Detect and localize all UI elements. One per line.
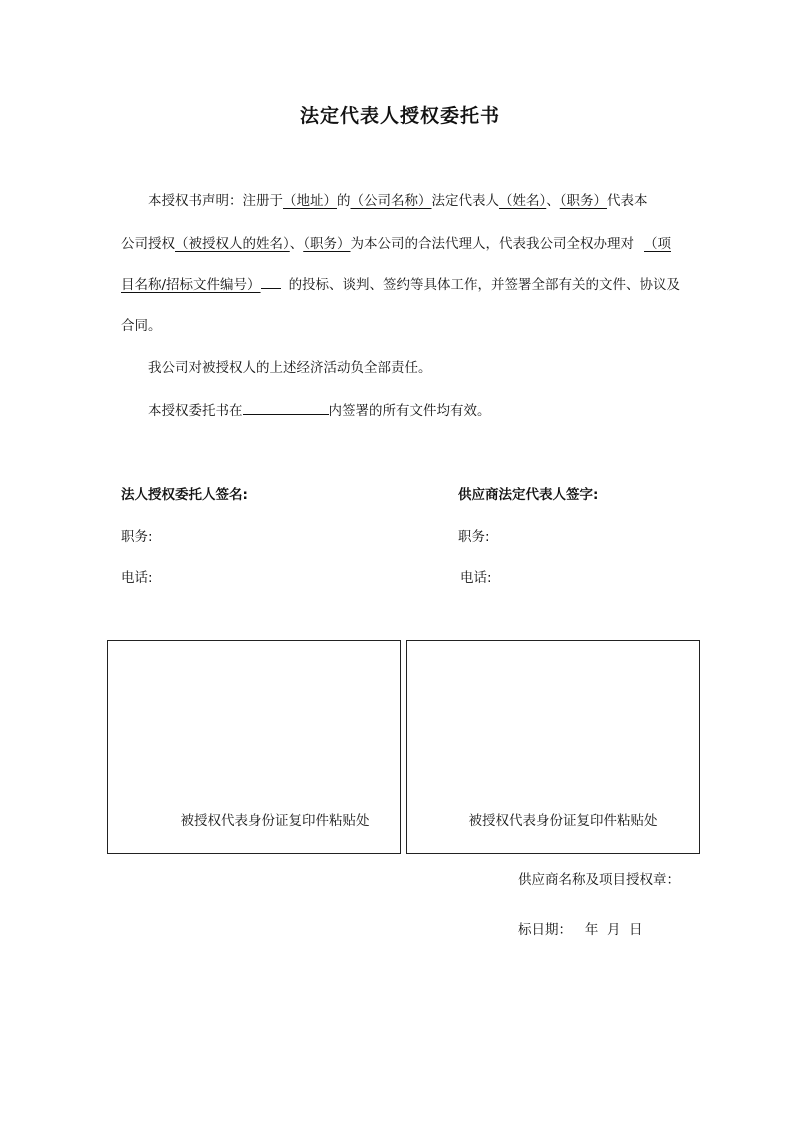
project-field-part2: 目名称/招标文件编号） bbox=[121, 277, 261, 293]
rep-name-field: （姓名） bbox=[499, 193, 547, 209]
left-position-label: 职务: bbox=[121, 529, 153, 545]
validity-suffix: 内签署的所有文件均有效。 bbox=[328, 403, 491, 419]
statement-connector: 的 bbox=[337, 193, 351, 209]
agent-name-field: （被授权人的姓名） bbox=[175, 236, 290, 252]
statement-line-2 bbox=[121, 236, 671, 252]
address-field: （地址） bbox=[283, 193, 337, 209]
agent-position-field: （职务） bbox=[303, 236, 351, 252]
date-line: 标日期： 年 月 日 bbox=[518, 922, 643, 938]
project-field-part1: （项 bbox=[644, 236, 671, 252]
document-title: 法定代表人授权委托书 bbox=[299, 105, 500, 127]
validity-period-blank bbox=[243, 402, 329, 415]
validity-prefix: 本授权委托书在 bbox=[148, 403, 243, 419]
statement-prefix: 本授权书声明：注册于 bbox=[148, 193, 283, 209]
right-position-label: 职务: bbox=[458, 529, 490, 545]
company-name-field: （公司名称） bbox=[350, 193, 432, 209]
left-signature-label: 法人授权委托人签名: bbox=[121, 487, 248, 503]
statement-line2-prefix: 公司授权 bbox=[121, 236, 175, 252]
statement-separator: 、 bbox=[546, 193, 560, 209]
rep-position-field: （职务） bbox=[559, 193, 607, 209]
seal-label: 供应商名称及项目授权章： bbox=[518, 872, 680, 888]
left-id-copy-box bbox=[107, 640, 401, 854]
statement-line-4: 合同。 bbox=[121, 318, 162, 334]
responsibility-line: 我公司对被授权人的上述经济活动负全部责任。 bbox=[148, 360, 432, 376]
statement-separator-2: 、 bbox=[289, 236, 304, 252]
left-phone-label: 电话: bbox=[121, 570, 153, 586]
right-id-copy-caption: 被授权代表身份证复印件粘贴处 bbox=[468, 813, 658, 829]
statement-line3-suffix: 的投标、谈判、签约等具体工作，并签署全部有关的文件、协议及 bbox=[288, 277, 681, 293]
statement-line-1 bbox=[148, 193, 648, 209]
right-id-copy-box bbox=[406, 640, 700, 854]
right-phone-label: 电话: bbox=[460, 570, 492, 586]
statement-line-3 bbox=[121, 276, 680, 293]
statement-line1-suffix: 代表本 bbox=[607, 193, 648, 209]
statement-line2-mid: 为本公司的合法代理人，代表我公司全权办理对 bbox=[350, 236, 634, 252]
right-signature-label: 供应商法定代表人签字: bbox=[458, 487, 599, 503]
left-id-copy-caption: 被授权代表身份证复印件粘贴处 bbox=[180, 813, 370, 829]
project-blank bbox=[261, 276, 281, 289]
validity-line bbox=[148, 402, 491, 419]
statement-rep-text: 法定代表人 bbox=[431, 193, 499, 209]
